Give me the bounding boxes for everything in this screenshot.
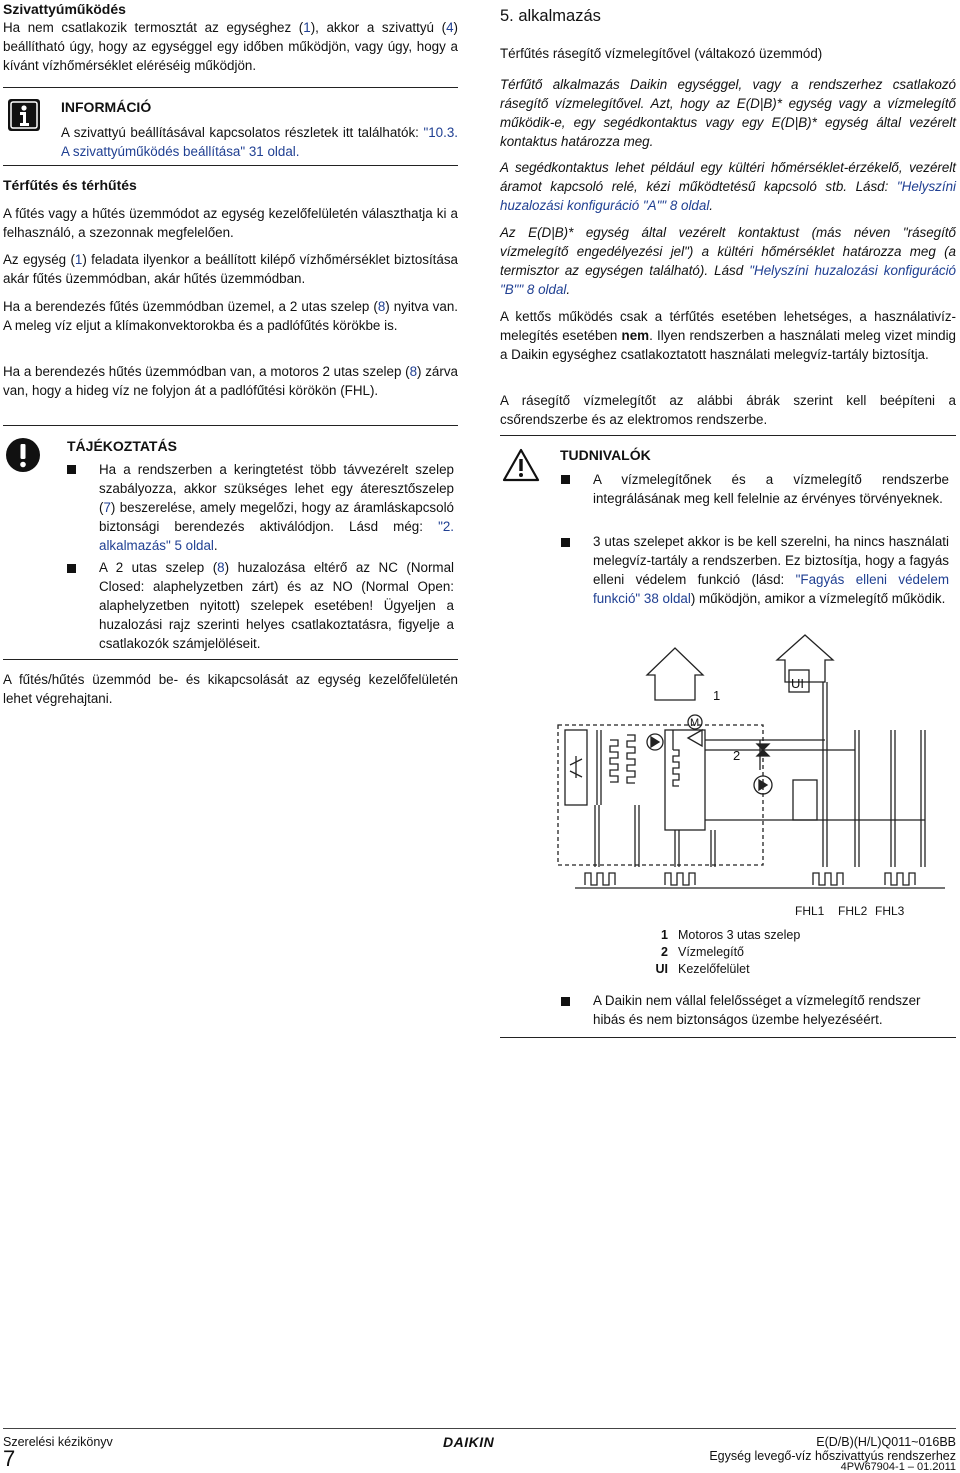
heatcool-title: Térfűtés és térhűtés — [3, 177, 137, 193]
note-title: TUDNIVALÓK — [560, 447, 651, 463]
bullet-square — [561, 997, 570, 1006]
diagram-label-m: M — [690, 717, 700, 729]
text-segment: Ha a berendezés fűtés üzemmódban üzemel, a 2 utas szelep ( — [3, 299, 378, 314]
application-title: 5. alkalmazás — [500, 7, 601, 25]
footer-product: Egység levegő-víz hőszivattyús rendszerhez — [709, 1449, 956, 1463]
diagram-label-ui: UI — [791, 676, 804, 691]
notice-top-rule — [3, 425, 458, 426]
application-paragraph-3 — [500, 223, 956, 299]
cross-reference-link[interactable]: "Helyszíni huzalozási konfiguráció "B"" 8 oldal — [500, 263, 957, 297]
notice-bullet-1 — [99, 460, 454, 555]
heating-system-diagram — [555, 630, 955, 920]
disclaimer-text: A Daikin nem vállal felelősséget a vízmelegítő rendszer hibás és nem biztonságos üzembe helyezéséért. — [593, 993, 921, 1027]
final-paragraph: A fűtés/hűtés üzemmód be- és kikapcsolását az egység kezelőfelületén lehet végrehajtani. — [3, 672, 458, 706]
info-bottom-rule — [3, 165, 458, 166]
diagram-label-fhl3: FHL3 — [875, 904, 905, 918]
cross-reference-link[interactable]: 4 — [446, 20, 454, 35]
pump-section-title: Szivattyúműködés — [3, 1, 126, 17]
cross-reference-link[interactable]: "Helyszíni huzalozási konfiguráció "A"" 8 oldal — [500, 179, 956, 213]
cross-reference-link[interactable]: "2. alkalmazás" 5 oldal — [99, 519, 454, 553]
text-segment: Az E(D|B)* egység által vezérelt kontaktust (más néven "rásegítő vízmelegítő engedélyezési jel") a kültéri hőmérséklet határozza meg (a termisztor az egységen található). Lásd — [500, 225, 956, 278]
info-title: INFORMÁCIÓ — [61, 99, 152, 115]
text-segment: A szivattyú beállításával kapcsolatos részletek itt találhatók: — [61, 125, 424, 140]
legend-text: Vízmelegítő — [678, 945, 745, 959]
legend-text: Motoros 3 utas szelep — [678, 928, 801, 942]
diagram-label-fhl1: FHL1 — [795, 904, 825, 918]
footer-rule — [3, 1428, 956, 1429]
bold-text: nem — [621, 328, 650, 343]
cross-reference-link[interactable]: 1 — [74, 252, 83, 267]
legend-text: Kezelőfelület — [678, 962, 750, 976]
info-icon — [7, 98, 41, 132]
bullet-square — [561, 475, 570, 484]
note-bullet-1: A vízmelegítőnek és a vízmelegítő rendszerbe integrálásának meg kell felelnie az érvényes törvényeknek. — [593, 472, 949, 506]
cross-reference-link[interactable]: "Fagyás elleni védelem funkció" 38 oldal — [593, 572, 949, 606]
text-segment: ) huzalozása eltérő az NC (Normal Closed: alaphelyzetben zárt) és az NO (Normal Open: alaphelyzetben nyitott) szelepek esetében! Ügyeljen a huzalozási rajz szerinti helyes csatlakoztatásra, figyelje a csatlakozók számjelöléseit. — [99, 560, 454, 651]
diagram-label-2: 2 — [733, 748, 741, 763]
application-paragraph-2 — [500, 158, 956, 215]
info-text — [61, 123, 458, 161]
text-segment: . — [213, 538, 218, 553]
house-icon — [777, 635, 833, 682]
text-segment: ) nyitva van. A meleg víz eljut a klímakonvektorokba és a padlófűtés körökbe is. — [3, 299, 458, 333]
notice-title: TÁJÉKOZTATÁS — [67, 438, 177, 454]
application-paragraph-1: Térfűtő alkalmazás Daikin egységgel, vagy a rendszerhez csatlakozó rásegítő vízmelegítővel. Azt, hogy az E(D|B)* egység vagy a vízmelegítő működik-e, egy segédkontaktus vagy egy E(D|B)* egység által vezérelt kontaktus határozza meg. — [500, 77, 956, 149]
warning-triangle-icon — [502, 448, 540, 482]
house-icon — [647, 648, 703, 700]
text-segment: ), akkor a szivattyú ( — [310, 20, 447, 35]
legend-number: 1 — [661, 928, 668, 942]
text-segment: ) beállítható úgy, hogy az egységgel egy időben működjön, vagy úgy, hogy a kívánt vízhőmérséklet eléréséig működjön. — [3, 20, 458, 73]
text-segment: ) beszerelése, amely megelőzi, hogy az áramláskapcsoló biztonsági berendezés aktiválódjon. Lásd még: — [99, 500, 454, 534]
application-paragraph-5: A rásegítő vízmelegítőt az alábbi ábrák szerint kell beépíteni a csőrendszerbe és az elektromos rendszerbe. — [500, 393, 956, 427]
text-segment: . Ilyen rendszerben a használati meleg vizet mindig a Daikin egységhez csatlakoztatott használati melegvíz-tartály biztosítja. — [500, 328, 956, 362]
footer-page-number: 7 — [3, 1446, 16, 1471]
heatcool-paragraph-2 — [3, 250, 458, 288]
footer-model: E(D/B)(H/L)Q011~016BB — [816, 1435, 956, 1449]
heatcool-paragraph-4 — [3, 362, 458, 400]
footer-doc-number: 4PW67904-1 – 01.2011 — [840, 1461, 956, 1473]
bullet-square — [67, 564, 76, 573]
diagram-label-fhl2: FHL2 — [838, 904, 868, 918]
bullet-square — [67, 465, 76, 474]
text-segment: . — [709, 198, 714, 213]
application-paragraph-4 — [500, 307, 956, 364]
text-segment: ) feladata ilyenkor a beállított kilépő vízhőmérséklet biztosítása akár fűtés üzemmódban, akár hűtés üzemmódban. — [3, 252, 458, 286]
legend-number: UI — [655, 962, 668, 976]
heatcool-paragraph-3 — [3, 297, 458, 335]
legend-number: 2 — [661, 945, 668, 959]
heatcool-paragraph-1: A fűtés vagy a hűtés üzemmódot az egység kezelőfelületén választhatja ki a felhasználó, a szezonnak megfelelően. — [3, 206, 458, 240]
text-segment: . — [566, 282, 571, 297]
text-segment: A 2 utas szelep ( — [99, 560, 218, 575]
note-bottom-rule — [500, 1037, 956, 1038]
note-bullet-2 — [593, 532, 949, 608]
footer-manual-title: Szerelési kézikönyv — [3, 1435, 113, 1449]
text-segment: A kettős működés csak a térfűtés esetében lehetséges, a használativíz-melegítés esetében — [500, 309, 956, 343]
exclamation-icon — [5, 437, 41, 473]
bullet-square — [561, 538, 570, 547]
cross-reference-link[interactable]: 8 — [377, 299, 386, 314]
daikin-logo: DAIKIN — [443, 1434, 495, 1450]
note-top-rule — [500, 435, 956, 436]
info-top-rule — [3, 87, 458, 88]
notice-bottom-rule — [3, 659, 458, 660]
notice-bullet-2 — [99, 558, 454, 653]
text-segment: Ha nem csatlakozik termosztát az egységhez ( — [3, 20, 304, 35]
pump-paragraph — [3, 18, 458, 75]
text-segment: A segédkontaktus lehet például egy kültéri hőmérséklet-érzékelő, vezérelt áramot kapcsoló relé, kézi működtetésű kapcsoló stb. Lásd: — [500, 160, 956, 194]
text-segment: ) zárva van, hogy a hideg víz ne folyjon át a padlófűtési körökön (FHL). — [3, 364, 458, 398]
text-segment: Az egység ( — [3, 252, 75, 267]
cross-reference-link[interactable]: 7 — [103, 500, 111, 515]
diagram-label-1: 1 — [713, 688, 721, 703]
cross-reference-link[interactable]: 8 — [409, 364, 418, 379]
text-segment: Ha a rendszerben a keringtetést több távvezérelt szelep szabályozza, akkor szükséges lehet egy áteresztőszelep ( — [99, 462, 454, 515]
application-subtitle: Térfűtés rásegítő vízmelegítővel (váltakozó üzemmód) — [500, 46, 823, 61]
text-segment: ) működjön, amikor a vízmelegítő működik. — [690, 591, 946, 606]
cross-reference-link[interactable]: "10.3. A szivattyúműködés beállítása" 31 oldal. — [61, 125, 458, 159]
text-segment: Ha a berendezés hűtés üzemmódban van, a motoros 2 utas szelep ( — [3, 364, 410, 379]
text-segment: 3 utas szelepet akkor is be kell szerelni, ha nincs használati melegvíz-tartály a rendszerben. Ez biztosítja, hogy a fagyás elleni védelem funkció (lásd: — [593, 534, 949, 587]
cross-reference-link[interactable]: 8 — [217, 560, 225, 575]
cross-reference-link[interactable]: 1 — [303, 20, 311, 35]
